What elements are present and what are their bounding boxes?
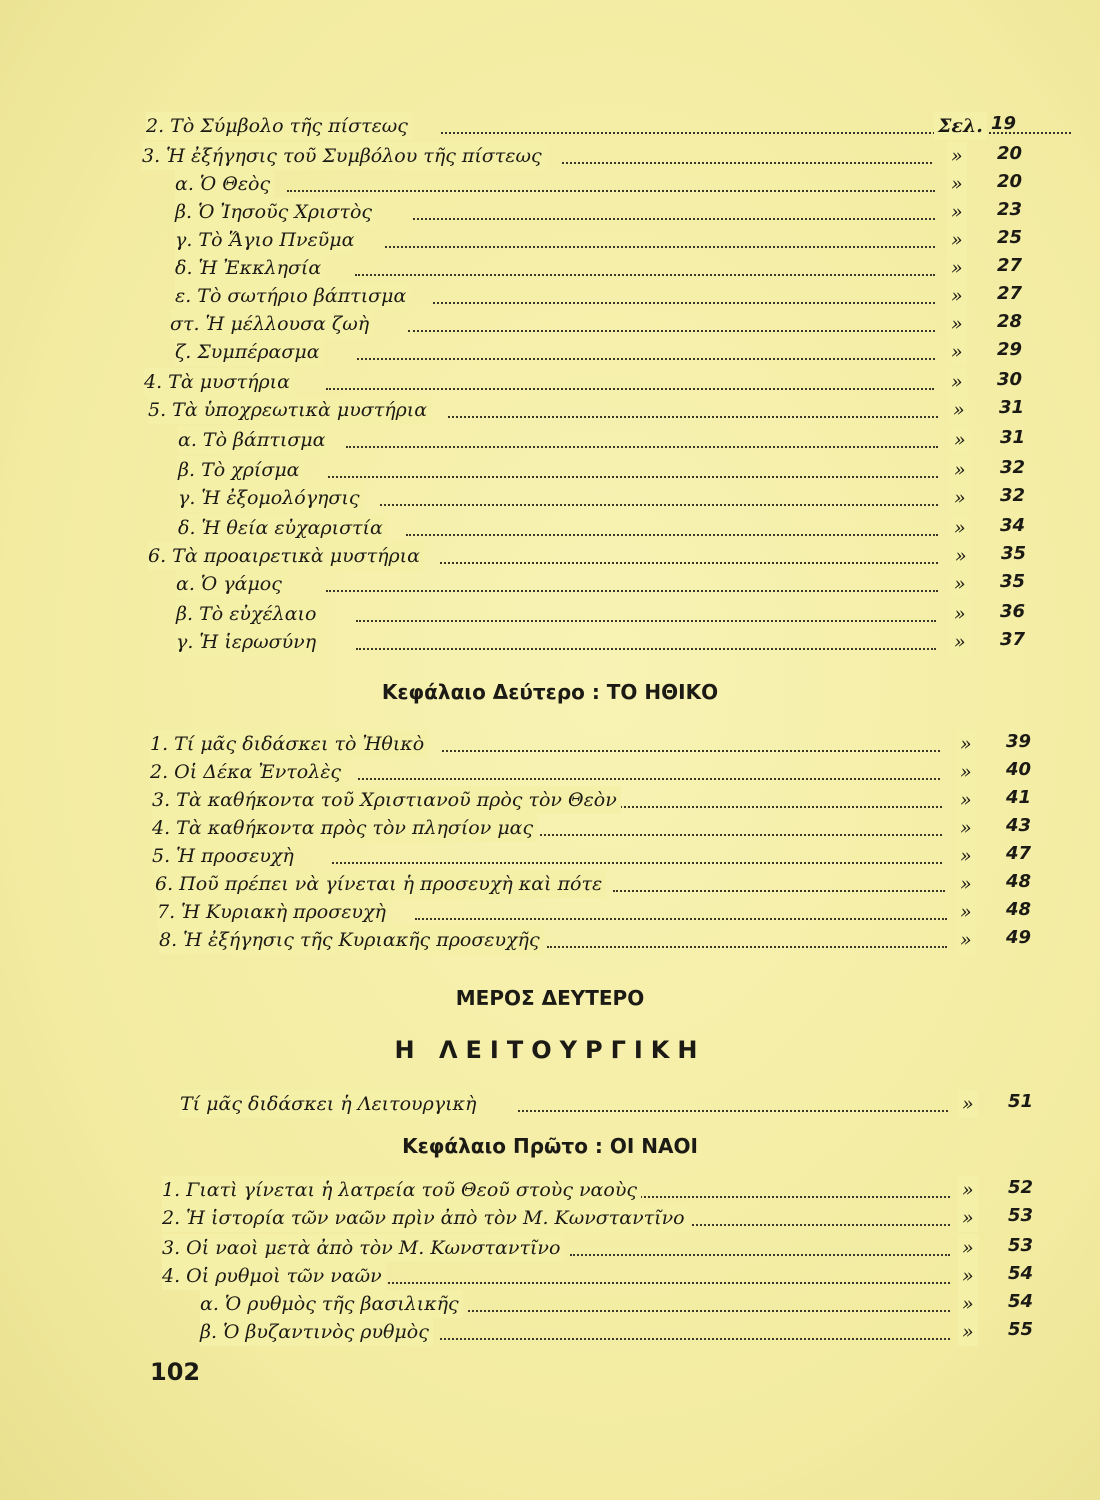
ditto-mark: »: [949, 396, 969, 424]
ditto-mark: »: [947, 226, 967, 254]
page-number: 40: [1006, 759, 1032, 780]
toc-entry-title: ζ. Συμπέρασμα: [175, 338, 324, 366]
toc-entry-title: 2. Ἡ ἱστορία τῶν ναῶν πρὶν ἀπὸ τὸν Μ. Κωνσταντῖνο: [162, 1204, 689, 1232]
toc-entry-title: 7. Ἡ Κυριακὴ προσευχὴ: [157, 898, 390, 926]
toc-entry: [175, 170, 1035, 198]
leader-dots: [415, 914, 947, 920]
ditto-mark: »: [958, 1176, 978, 1204]
toc-entry: [150, 730, 1040, 758]
ditto-mark: »: [956, 898, 976, 926]
toc-entry-title: 2. Οἱ Δέκα Ἐντολὲς: [150, 758, 345, 786]
page-number: 28: [997, 311, 1023, 332]
leader-dots: [355, 270, 935, 276]
toc-entry-title: 1. Τί μᾶς διδάσκει τὸ Ἠθικὸ: [150, 730, 428, 758]
section-heading: Η ΛΕΙΤΟΥΡΓΙΚΗ: [394, 1036, 706, 1064]
toc-entry-title: β. Ὁ βυζαντινὸς ρυθμὸς: [200, 1318, 433, 1346]
ditto-mark: »: [947, 198, 967, 226]
leader-dots: [518, 1106, 948, 1112]
leader-dots: [384, 1278, 950, 1284]
toc-entry: [157, 898, 1047, 926]
ditto-mark: »: [958, 1290, 978, 1318]
ditto-mark: »: [958, 1234, 978, 1262]
toc-entry: [159, 926, 1049, 954]
ditto-mark: »: [947, 282, 967, 310]
page-number: 53: [1008, 1205, 1034, 1226]
page-label: Σελ.: [934, 112, 987, 140]
leader-dots: [356, 644, 936, 650]
toc-entry: [178, 456, 1038, 484]
page-number: 54: [1008, 1291, 1034, 1312]
toc-entry-title: δ. Ἡ Ἐκκλησία: [175, 254, 325, 282]
ditto-mark: »: [950, 628, 970, 656]
toc-entry: [148, 396, 1038, 424]
toc-entry-title: δ. Ἡ θεία εὐχαριστία: [178, 514, 387, 542]
page-number: 55: [1008, 1319, 1034, 1340]
ditto-mark: »: [950, 484, 970, 512]
ditto-mark: »: [950, 426, 970, 454]
toc-entry: [152, 814, 1042, 842]
ditto-mark: »: [950, 600, 970, 628]
toc-entry-title: γ. Τὸ Ἅγιο Πνεῦμα: [175, 226, 358, 254]
leader-dots: [346, 442, 938, 448]
toc-entry-title: γ. Ἡ ἱερωσύνη: [176, 628, 320, 656]
leader-dots: [328, 472, 938, 478]
toc-entry: [175, 254, 1035, 282]
toc-entry-title: 4. Τὰ μυστήρια: [144, 368, 294, 396]
leader-dots: [440, 558, 938, 564]
page-number: 48: [1006, 899, 1032, 920]
toc-entry-title: 8. Ἡ ἐξήγησις τῆς Κυριακῆς προσευχῆς: [159, 926, 544, 954]
toc-entry: [175, 282, 1035, 310]
toc-entry: [178, 514, 1038, 542]
page-number: 51: [1008, 1091, 1034, 1112]
toc-entry-title: 2. Τὸ Σύμβολο τῆς πίστεως: [146, 112, 412, 140]
page-number: 43: [1006, 815, 1032, 836]
chapter-heading: Κεφάλαιο Πρῶτο : ΟΙ ΝΑΟΙ: [402, 1134, 698, 1158]
toc-entry: [175, 198, 1035, 226]
leader-dots: [358, 774, 940, 780]
leader-dots: [380, 500, 938, 506]
page-number: 37: [1000, 629, 1026, 650]
leader-dots: [433, 298, 935, 304]
toc-entry-title: ε. Τὸ σωτήριο βάπτισμα: [175, 282, 410, 310]
leader-dots: [408, 326, 935, 332]
page-number: 54: [1008, 1263, 1034, 1284]
leader-dots: [540, 830, 942, 836]
toc-entry: [170, 310, 1035, 338]
toc-entry-title: γ. Ἡ ἐξομολόγησις: [178, 484, 364, 512]
page-number: 32: [1000, 485, 1026, 506]
page-number: 20: [997, 143, 1023, 164]
toc-entry-title: 4. Οἱ ρυθμοὶ τῶν ναῶν: [162, 1262, 386, 1290]
toc-entry-title: 3. Οἱ ναοὶ μετὰ ἀπὸ τὸν Μ. Κωνσταντῖνο: [162, 1234, 564, 1262]
ditto-mark: »: [947, 170, 967, 198]
page-number: 19: [991, 113, 1017, 134]
toc-entry-title: β. Τὸ εὐχέλαιο: [176, 600, 320, 628]
ditto-mark: »: [958, 1318, 978, 1346]
toc-entry-title: 4. Τὰ καθήκοντα πρὸς τὸν πλησίον μας: [152, 814, 537, 842]
toc-entry-title: α. Τὸ βάπτισμα: [178, 426, 329, 454]
ditto-mark: »: [950, 570, 970, 598]
leader-dots: [332, 858, 942, 864]
leader-dots: [413, 214, 935, 220]
page-number: 48: [1006, 871, 1032, 892]
leader-dots: [287, 186, 935, 192]
chapter-heading: Κεφάλαιο Δεύτερο : ΤΟ ΗΘΙΚΟ: [381, 680, 719, 704]
page-number: 27: [997, 283, 1023, 304]
ditto-mark: »: [947, 338, 967, 366]
toc-entry: [178, 426, 1038, 454]
ditto-mark: »: [956, 926, 976, 954]
page-number: 41: [1006, 787, 1032, 808]
leader-dots: [632, 1192, 950, 1198]
toc-entry: [150, 758, 1040, 786]
leader-dots: [620, 802, 942, 808]
ditto-mark: »: [947, 254, 967, 282]
page-folio: 102: [150, 1358, 201, 1386]
ditto-mark: »: [958, 1204, 978, 1232]
ditto-mark: »: [950, 514, 970, 542]
toc-entry: [175, 338, 1035, 366]
toc-entry: [155, 870, 1045, 898]
toc-entry-title: α. Ὁ ρυθμὸς τῆς βασιλικῆς: [200, 1290, 463, 1318]
toc-entry-title: α. Ὁ Θεὸς: [175, 170, 274, 198]
ditto-mark: »: [956, 730, 976, 758]
page-number: 52: [1008, 1177, 1034, 1198]
ditto-mark: »: [947, 142, 967, 170]
toc-entry: [152, 786, 1042, 814]
toc-entry-title: 5. Τὰ ὑποχρεωτικὰ μυστήρια: [148, 396, 431, 424]
toc-entry-title: β. Τὸ χρίσμα: [178, 456, 304, 484]
toc-entry: [178, 484, 1038, 512]
page-number: 36: [1000, 601, 1026, 622]
toc-entry: [162, 1234, 1042, 1262]
toc-entry-title: 1. Γιατὶ γίνεται ἡ λατρεία τοῦ Θεοῦ στοὺς ναοὺς: [162, 1176, 641, 1204]
leader-dots: [562, 158, 932, 164]
toc-entry-title: 6. Ποῦ πρέπει νὰ γίνεται ἡ προσευχὴ καὶ πότε: [155, 870, 606, 898]
page-number: 20: [997, 171, 1023, 192]
toc-entry: [175, 226, 1035, 254]
toc-entry-title: α. Ὁ γάμος: [176, 570, 286, 598]
page-number: 30: [997, 369, 1023, 390]
page-number: 35: [1000, 571, 1026, 592]
leader-dots: [385, 242, 935, 248]
ditto-mark: »: [956, 814, 976, 842]
leader-dots: [326, 586, 938, 592]
toc-entry-title: β. Ὁ Ἰησοῦς Χριστὸς: [175, 198, 376, 226]
ditto-mark: »: [956, 786, 976, 814]
toc-entry: [152, 842, 1042, 870]
toc-entry-title: Τί μᾶς διδάσκει ἡ Λειτουργικὴ: [180, 1090, 480, 1118]
leader-dots: [613, 886, 945, 892]
leader-dots: [692, 1220, 950, 1226]
toc-entry-title: 3. Τὰ καθήκοντα τοῦ Χριστιανοῦ πρὸς τὸν Θεὸν: [152, 786, 621, 814]
page-number: 49: [1006, 927, 1032, 948]
leader-dots: [468, 1306, 950, 1312]
ditto-mark: »: [958, 1090, 978, 1118]
page-number: 25: [997, 227, 1023, 248]
page-number: 23: [997, 199, 1023, 220]
ditto-mark: »: [956, 870, 976, 898]
leader-dots: [547, 942, 947, 948]
toc-entry-title: 6. Τὰ προαιρετικὰ μυστήρια: [148, 542, 424, 570]
page-number: 35: [1001, 543, 1027, 564]
leader-dots: [326, 384, 934, 390]
page-number: 31: [999, 397, 1025, 418]
page-number: 34: [1000, 515, 1026, 536]
leader-dots: [356, 616, 936, 622]
toc-entry: [176, 600, 1036, 628]
toc-entry-title: 3. Ἡ ἐξήγησις τοῦ Συμβόλου τῆς πίστεως: [142, 142, 546, 170]
toc-entry: [142, 142, 1032, 170]
toc-entry: [180, 1090, 1040, 1118]
toc-entry: [144, 368, 1034, 396]
toc-entry: [176, 570, 1036, 598]
page-number: 29: [997, 339, 1023, 360]
toc-entry: [162, 1176, 1042, 1204]
page-number: 27: [997, 255, 1023, 276]
ditto-mark: »: [950, 456, 970, 484]
page-number: 31: [1000, 427, 1026, 448]
ditto-mark: »: [956, 758, 976, 786]
page-number: 39: [1006, 731, 1032, 752]
toc-entry: [162, 1262, 1042, 1290]
page-number: 47: [1006, 843, 1032, 864]
toc-entry-title: στ. Ἡ μέλλουσα ζωὴ: [170, 310, 373, 338]
ditto-mark: »: [947, 310, 967, 338]
ditto-mark: »: [956, 842, 976, 870]
ditto-mark: »: [947, 368, 967, 396]
ditto-mark: »: [951, 542, 971, 570]
toc-entry-title: 5. Ἡ προσευχὴ: [152, 842, 298, 870]
leader-dots: [442, 746, 940, 752]
page-number: 32: [1000, 457, 1026, 478]
toc-entry: [200, 1290, 1042, 1318]
toc-entry: [200, 1318, 1042, 1346]
toc-entry: [148, 542, 1038, 570]
leader-dots: [448, 412, 938, 418]
ditto-mark: »: [958, 1262, 978, 1290]
leader-dots: [570, 1250, 950, 1256]
toc-entry: [162, 1204, 1042, 1232]
leader-dots: [406, 530, 938, 536]
toc-entry: [176, 628, 1036, 656]
page-number: 53: [1008, 1235, 1034, 1256]
part-heading: ΜΕΡΟΣ ΔΕΥΤΕΡΟ: [455, 986, 645, 1010]
toc-entry: [146, 112, 1036, 140]
leader-dots: [357, 354, 935, 360]
leader-dots: [440, 1334, 950, 1340]
